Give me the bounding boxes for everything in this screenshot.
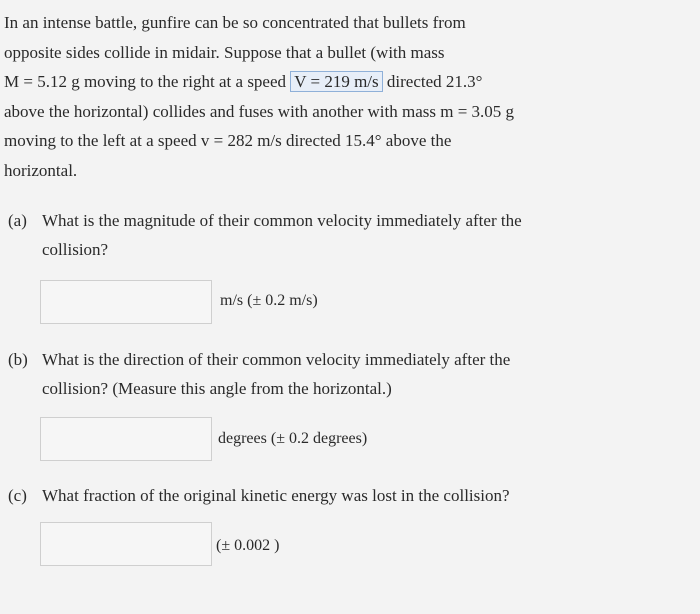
problem-line-3-start: M = 5.12 g moving to the right at a speed [4, 72, 287, 91]
part-c-unit: (± 0.002 ) [216, 537, 280, 554]
part-c-answer-input[interactable] [40, 522, 212, 566]
part-a-unit: m/s (± 0.2 m/s) [220, 292, 318, 309]
part-b-line-2: collision? (Measure this angle from the horizontal.) [42, 379, 392, 398]
part-a-line-1: What is the magnitude of their common velocity immediately after the [42, 211, 522, 230]
part-a-answer-input[interactable] [40, 280, 212, 324]
highlighted-speed: V = 219 m/s [290, 71, 382, 92]
part-b-unit: degrees (± 0.2 degrees) [218, 430, 368, 447]
problem-line-1: In an intense battle, gunfire can be so concentrated that bullets from [4, 13, 466, 32]
problem-line-2: opposite sides collide in midair. Suppose that a bullet (with mass [4, 42, 445, 62]
part-c-line-1: What fraction of the original kinetic energy was lost in the collision? [42, 486, 510, 505]
part-c-letter: (c) [8, 486, 27, 505]
part-b-letter: (b) [8, 350, 28, 369]
part-a-question [8, 206, 522, 264]
problem-statement [4, 8, 644, 185]
part-b-answer-input[interactable] [40, 417, 212, 461]
part-c-question [8, 481, 510, 510]
part-b-line-1: What is the direction of their common velocity immediately after the [42, 350, 511, 369]
problem-line-3 [4, 67, 644, 97]
problem-line-6: horizontal. [4, 160, 78, 180]
part-a-letter: (a) [8, 211, 27, 230]
problem-line-5: moving to the left at a speed v = 282 m/s directed 15.4° above the [4, 131, 452, 150]
part-b-question [8, 345, 510, 403]
problem-line-3-end: directed 21.3° [386, 72, 483, 91]
problem-line-4: above the horizontal) collides and fuses with another with mass m = 3.05 g [4, 101, 515, 121]
part-a-line-2: collision? [42, 240, 109, 259]
